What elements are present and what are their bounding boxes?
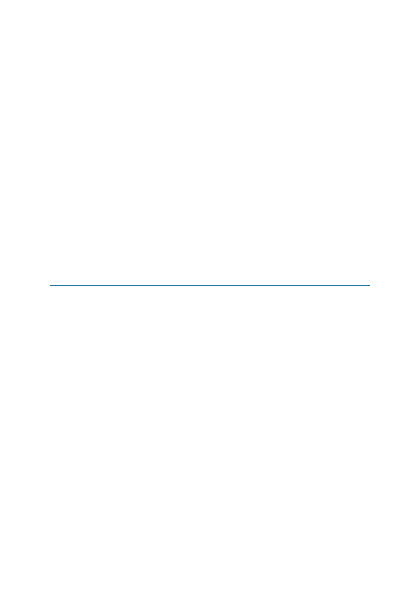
section-divider [50, 285, 370, 286]
fretboard-diagram-2 [48, 406, 348, 498]
fretboard-diagram-1 [48, 88, 348, 180]
